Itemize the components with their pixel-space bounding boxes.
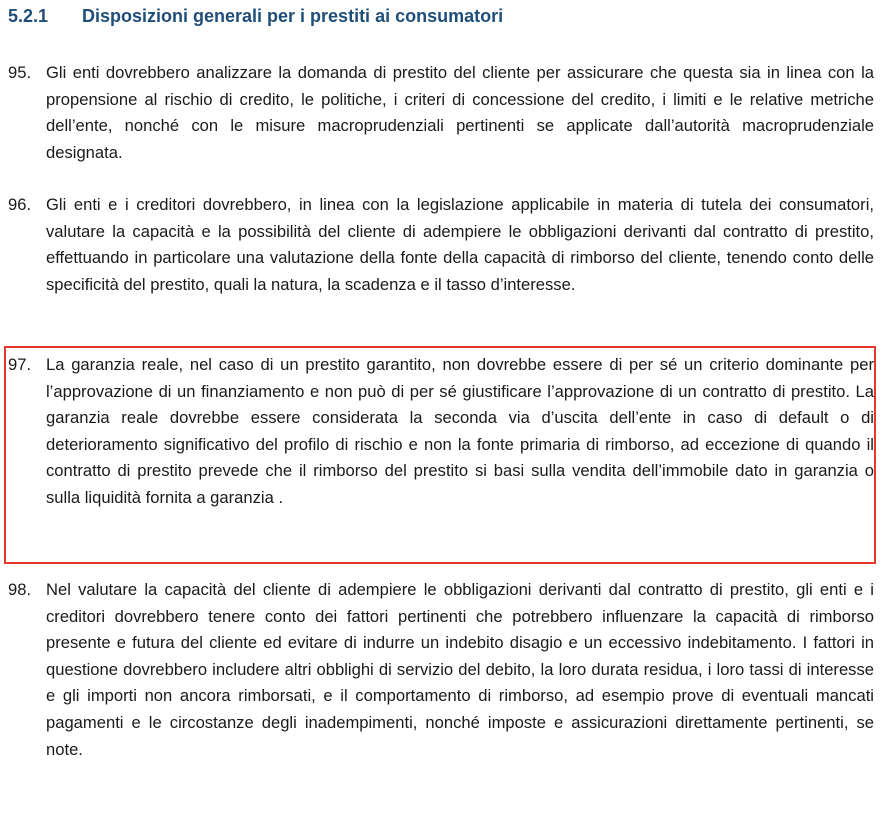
section-title: Disposizioni generali per i prestiti ai consumatori	[82, 6, 504, 26]
section-heading	[8, 6, 503, 27]
paragraph-number: 95.	[8, 63, 32, 82]
section-number: 5.2.1	[8, 6, 49, 26]
paragraph-number: 97.	[8, 355, 32, 374]
paragraph-96	[8, 192, 874, 298]
paragraph-text: Gli enti e i creditori dovrebbero, in linea con la legislazione applicabile in materia di tutela dei consumatori, valutare la capacità e la possibilità del cliente di adempiere le obbligazioni derivanti dal contratto di prestito, effettuando in particolare una valutazione della fonte della capacità di rimborso del cliente, tenendo conto delle specificità del prestito, quali la natura, la scadenza e il tasso d’interesse.	[46, 195, 874, 294]
paragraph-text: Nel valutare la capacità del cliente di adempiere le obbligazioni derivanti dal contratto di prestito, gli enti e i creditori dovrebbero tenere conto dei fattori pertinenti che potrebbero influenzare la capacità di rimborso presente e futura del cliente ed evitare di indurre un indebito disagio e un eccessivo indebitamento. I fattori in questione dovrebbero includere altri obblighi di servizio del debito, la loro durata residua, i loro tassi di interesse e gli importi non ancora rimborsati, e il comportamento di rimborso, ad esempio prove di eventuali mancati pagamenti e le circostanze degli inadempimenti, nonché imposte e assicurazioni direttamente pertinenti, se note.	[46, 580, 874, 759]
paragraph-95	[8, 60, 874, 166]
paragraph-number: 98.	[8, 580, 32, 599]
paragraph-97	[8, 352, 874, 512]
paragraph-number: 96.	[8, 195, 32, 214]
paragraph-text: Gli enti dovrebbero analizzare la domanda di prestito del cliente per assicurare che questa sia in linea con la propensione al rischio di credito, le politiche, i criteri di concessione del credito, i limiti e le relative metriche dell’ente, nonché con le misure macroprudenziali pertinenti se applicate dall’autorità macroprudenziale designata.	[46, 63, 874, 162]
paragraph-98	[8, 577, 874, 763]
paragraph-text: La garanzia reale, nel caso di un prestito garantito, non dovrebbe essere di per sé un criterio dominante per l’approvazione di un finanziamento e non può di per sé giustificare l’approvazione di un contratto di prestito. La garanzia reale dovrebbe essere considerata la seconda via d’uscita dell’ente in caso di default o di deterioramento significativo del profilo di rischio e non la fonte primaria di rimborso, ad eccezione di quando il contratto di prestito prevede che il rimborso del prestito si basi sulla vendita dell’immobile dato in garanzia o sulla liquidità fornita a garanzia .	[46, 355, 874, 507]
